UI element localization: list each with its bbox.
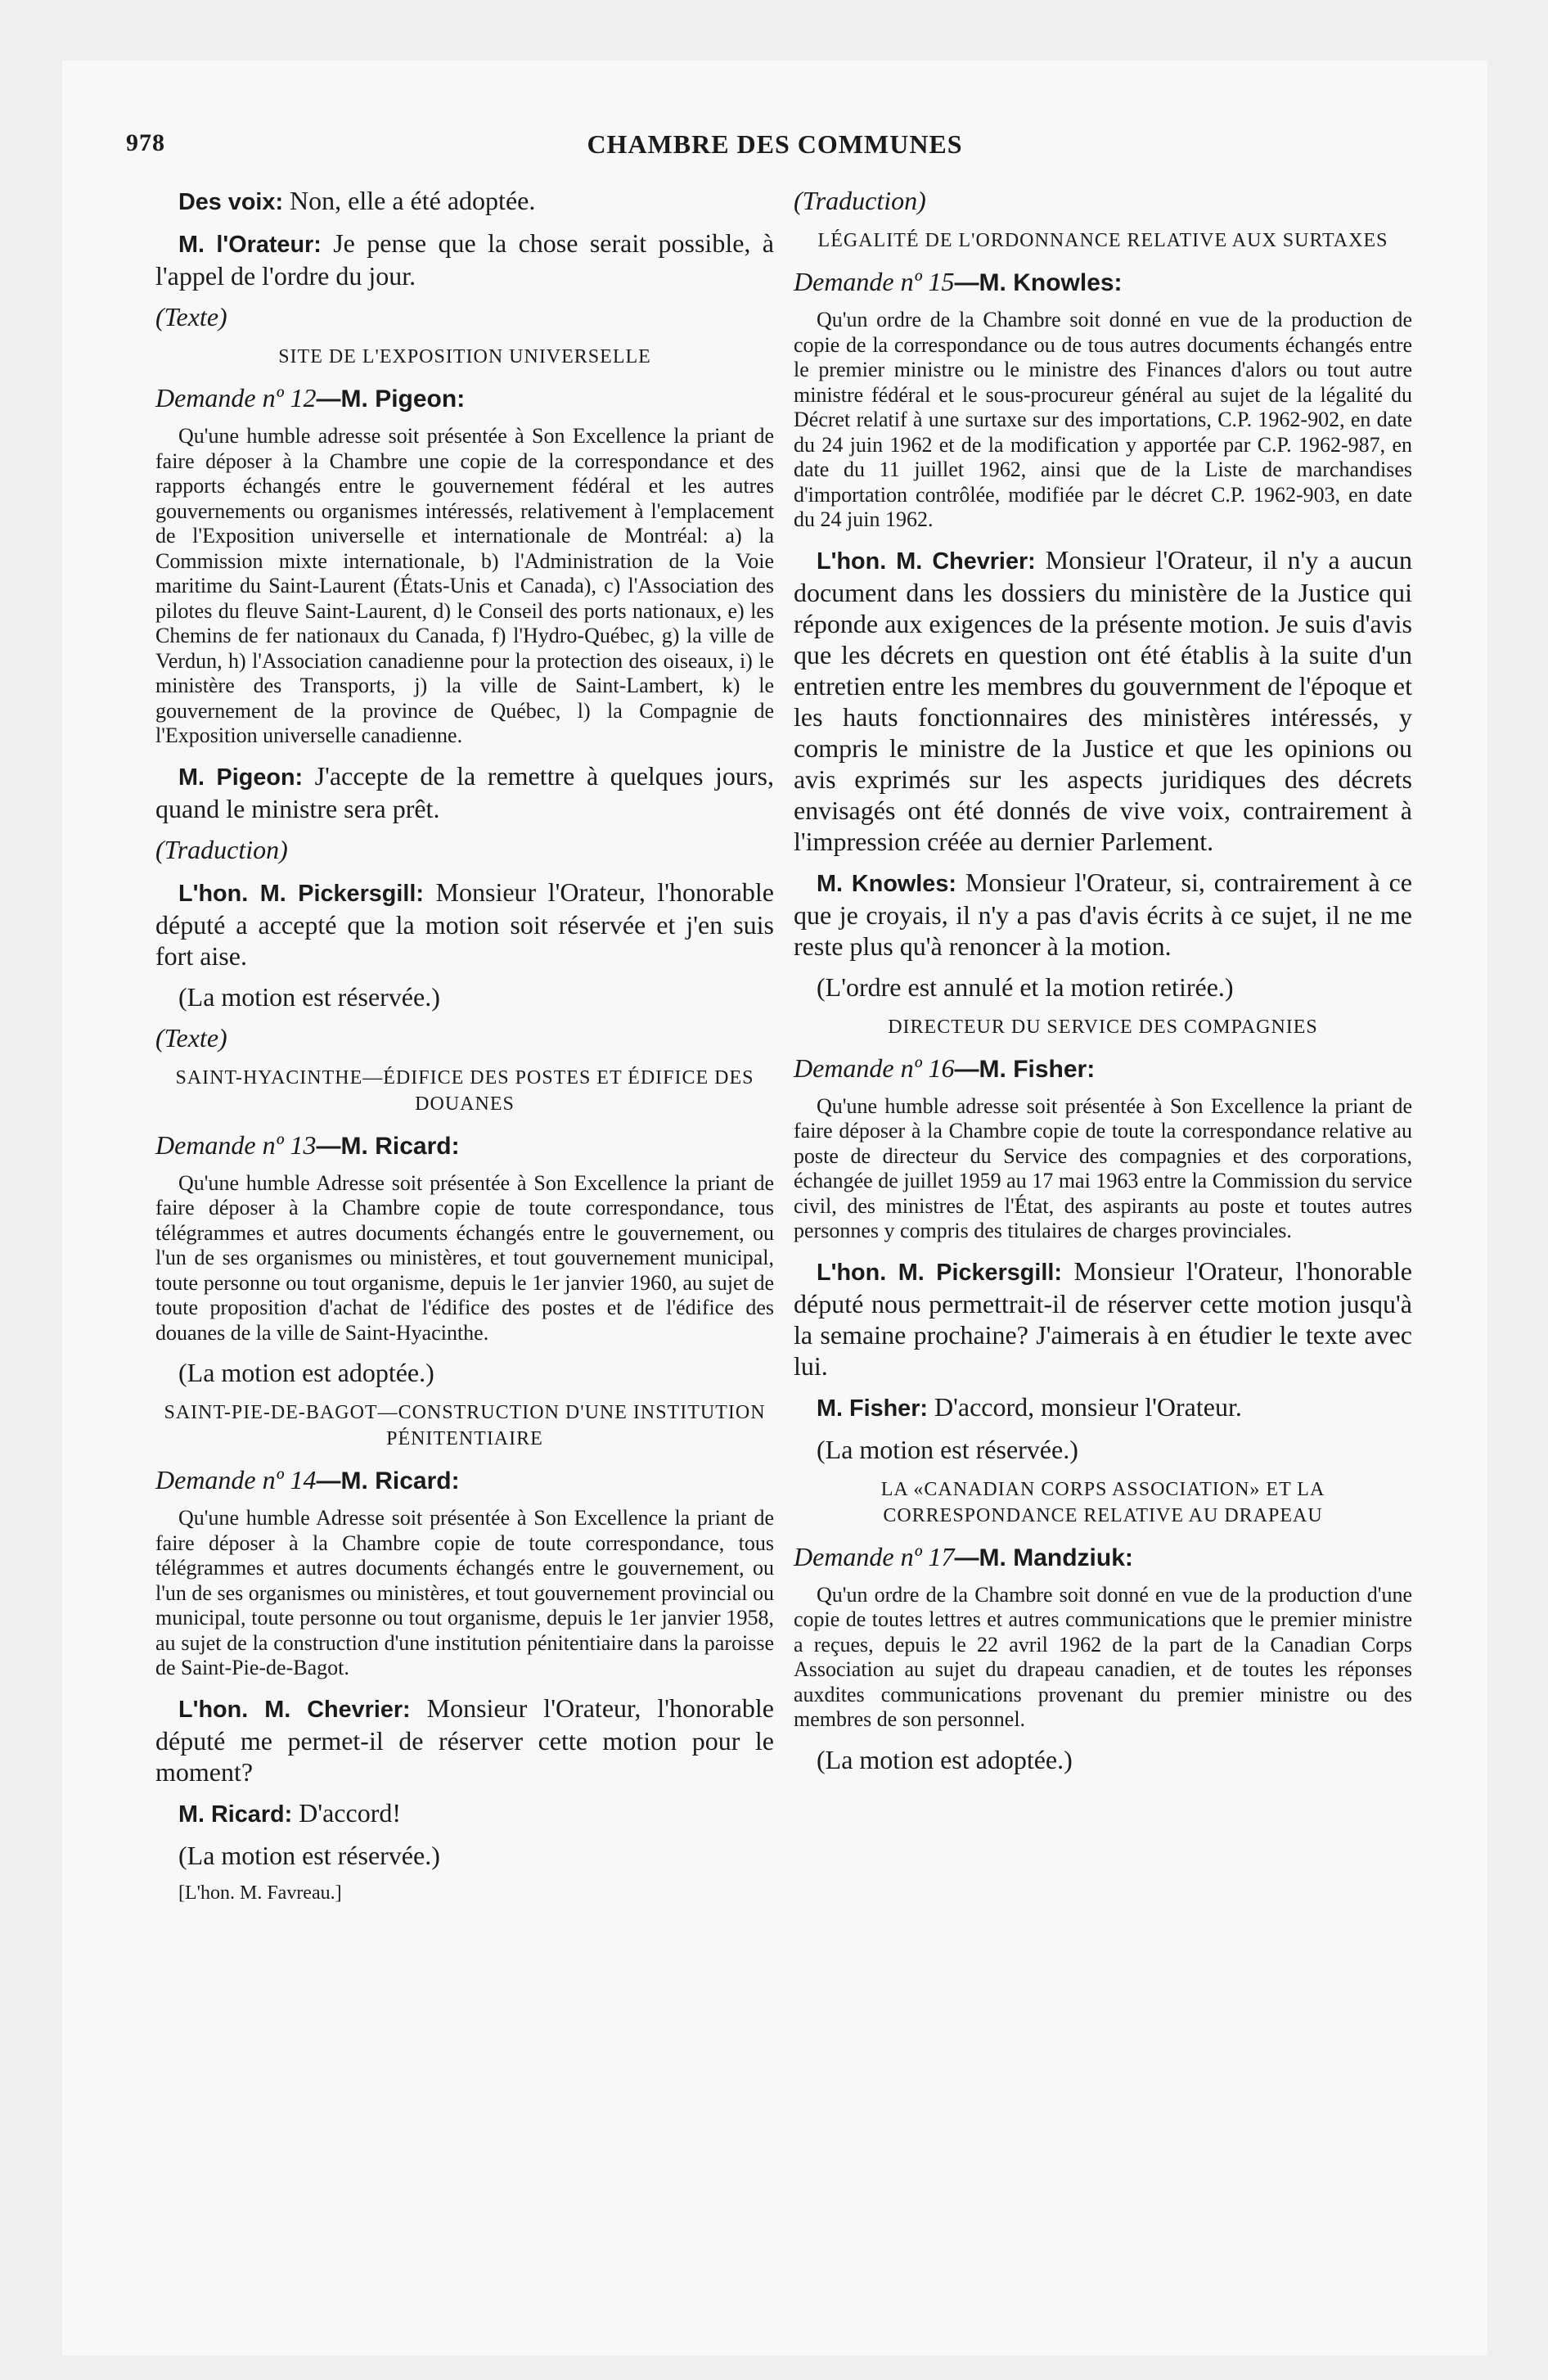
speech-text: Monsieur l'Orateur, l'honorable député me permet-il de réserver cette motion pour le moment?: [155, 1693, 774, 1787]
motion-status: (L'ordre est annulé et la motion retirée.): [817, 971, 1234, 1002]
speaker: L'hon. M. Chevrier:: [178, 1696, 411, 1723]
motion-text: Qu'une humble adresse soit présentée à Son Excellence la priant de faire déposer à la Chambre une copie de la correspondance et des rapports échangés entre le gouvernement fédéral et les autres gouvernements ou organismes intéressés, relativement à l'emplacement de l'Exposition universelle et internationale de Montréal: a) la Commission mixte internationale, b) l'Administration de la Voie maritime du Saint-Laurent (États-Unis et Canada), c) l'Association des pilotes du fleuve Saint-Laurent, d) le Conseil des ports nationaux, e) les Chemins de fer nationaux du Canada, f) l'Hydro-Québec, g) la ville de Verdun, h) l'Association canadienne pour la protection des oiseaux, i) le ministère des Transports, j) la ville de Saint-Lambert, k) le gouvernement de la province de Québec, l) la Compagnie de l'Exposition universelle canadienne.: [155, 424, 774, 747]
motion-status: (La motion est réservée.): [817, 1434, 1078, 1464]
language-note: (Traduction): [794, 186, 926, 215]
speaker: L'hon. M. Chevrier:: [817, 548, 1036, 575]
paragraph: [155, 185, 774, 218]
speaker: L'hon. M. Pickersgill:: [178, 880, 424, 907]
speech-text: D'accord, monsieur l'Orateur.: [928, 1391, 1242, 1422]
section-heading: LÉGALITÉ DE L'ORDONNANCE RELATIVE AUX SURTAXES: [817, 230, 1388, 251]
paragraph: [155, 1693, 774, 1787]
speech-text: Monsieur l'Orateur, l'honorable député nous permettrait-il de réserver cette motion jusqu'à la semaine prochaine? J'aimerais à en étudier le texte avec lui.: [794, 1255, 1413, 1381]
paragraph: [155, 760, 774, 824]
paragraph: [155, 228, 774, 291]
speech-text: Monsieur l'Orateur, l'honorable député a accepté que la motion soit réservée et j'en suis fort aise.: [155, 877, 775, 971]
language-note: (Texte): [155, 1022, 227, 1053]
speech-text: Monsieur l'Orateur, si, contrairement à ce que je croyais, il n'y a pas d'avis écrits à ce sujet, il ne me reste plus qu'à renoncer à la motion.: [794, 867, 1412, 961]
speech-text: J'accepte de la remettre à quelques jours, quand le ministre sera prêt.: [155, 760, 775, 823]
speaker: Des voix:: [178, 189, 284, 215]
continuation-note: [L'hon. M. Favreau.]: [178, 1882, 342, 1904]
demand-title: Demande nº 16—M. Fisher:: [794, 1053, 1096, 1083]
speaker: M. l'Orateur:: [178, 232, 322, 258]
demand-title: Demande nº 12—M. Pigeon:: [155, 383, 466, 412]
speech-text: Je pense que la chose serait possible, à l'appel de l'ordre du jour.: [155, 228, 775, 291]
motion-status: (La motion est adoptée.): [817, 1744, 1073, 1774]
motion-text: Qu'une humble Adresse soit présentée à Son Excellence la priant de faire déposer à la Chambre copie de toute correspondance, tous télégrammes et autres documents échangés entre le gouvernement, ou l'un de ses organismes ou ministères, et tout gouvernement provincial ou municipal, toute personne ou tout organisme, depuis le 1er janvier 1958, au sujet de la construction d'une institution pénitentiaire dans la paroisse de Saint-Pie-de-Bagot.: [155, 1506, 774, 1679]
motion-text: Qu'un ordre de la Chambre soit donné en vue de la production d'une copie de toutes lettres et autres communications que le premier ministre a reçues, depuis le 22 avril 1962 de la part de la Canadian Corps Association au sujet du drapeau canadien, et de toutes les réponses auxdites communications provenant du premier ministre ou des membres de son personnel.: [794, 1582, 1412, 1731]
section-heading: LA «CANADIAN CORPS ASSOCIATION» ET LA CORRESPONDANCE RELATIVE AU DRAPEAU: [880, 1478, 1325, 1526]
paragraph: [794, 544, 1412, 857]
speaker: M. Fisher:: [817, 1395, 928, 1422]
running-head: CHAMBRE DES COMMUNES: [587, 129, 963, 159]
paragraph: [155, 877, 774, 971]
paragraph: [794, 1391, 1412, 1424]
demand-title: Demande nº 17—M. Mandziuk:: [794, 1541, 1133, 1571]
demand-title: Demande nº 14—M. Ricard:: [155, 1465, 460, 1494]
motion-text: Qu'une humble Adresse soit présentée à Son Excellence la priant de faire déposer à la Chambre copie de toute correspondance, tous télégrammes et autres documents échangés entre le gouvernement, ou l'un de ses organismes ou ministères, et tout gouvernement municipal, toute personne ou tout organisme, depuis le 1er janvier 1960, au sujet de toute proposition d'achat de l'édifice des postes et de l'édifice des douanes de la ville de Saint-Hyacinthe.: [155, 1170, 774, 1345]
speaker: M. Knowles:: [817, 870, 956, 897]
speech-text: Monsieur l'Orateur, il n'y a aucun document dans les dossiers du ministère de la Justice qui réponde aux exigences de la présente motion. Je suis d'avis que les décrets en question ont été établis à la suite d'un entretien entre les membres du gouvernment de l'époque et les hauts fonctionnaires des ministères intéressés, y compris le ministre de la Justice et que les opinions ou avis exprimés sur les aspects juridiques des décrets envisagés ont été donnés de vive voix, contrairement à l'impression créée au dernier Parlement.: [794, 544, 1412, 856]
motion-text: Qu'un ordre de la Chambre soit donné en vue de la production de copie de la correspondance ou de tous autres documents échangés entre le premier ministre ou le ministre des Finances d'alors ou tout autre ministre fédéral et le sous-procureur général au sujet de la légalité du Décret relatif à une surtaxe sur des importations, C.P. 1962-902, en date du 24 juin 1962 et de la modification y apportée par C.P. 1962-987, en date du 11 juillet 1962, ainsi que de la Liste de marchandises d'importation contrôlée, modifiée par le décret C.P. 1962-903, en date du 24 juin 1962.: [794, 308, 1412, 531]
motion-text: Qu'une humble adresse soit présentée à Son Excellence la priant de faire déposer à la Chambre copie de toute la correspondance relative au poste de directeur du Service des compagnies et des corporations, échangée de juillet 1959 au 17 mai 1963 entre la Commission du service civil, des ministres de l'État, des aspirants au poste et toutes autres personnes y compris des titulaires de charges provinciales.: [794, 1093, 1412, 1242]
speech-text: D'accord!: [292, 1797, 402, 1828]
section-heading: SAINT-HYACINTHE—ÉDIFICE DES POSTES ET ÉDIFICE DES DOUANES: [175, 1066, 754, 1115]
demand-title: Demande nº 13—M. Ricard:: [155, 1129, 460, 1160]
speech-text: Non, elle a été adoptée.: [283, 186, 536, 215]
paragraph: [155, 1797, 774, 1830]
scanned-page: [62, 61, 1487, 2355]
demand-title: Demande nº 15—M. Knowles:: [794, 267, 1123, 296]
section-heading: SITE DE L'EXPOSITION UNIVERSELLE: [278, 346, 651, 367]
speaker: M. Pigeon:: [178, 764, 304, 791]
page-number: 978: [126, 129, 165, 156]
language-note: (Texte): [155, 302, 227, 331]
right-column: [794, 185, 1412, 1785]
left-column: [155, 185, 774, 1905]
paragraph: [794, 1255, 1412, 1382]
motion-status: (La motion est réservée.): [178, 981, 440, 1012]
motion-status: (La motion est adoptée.): [178, 1358, 434, 1387]
speaker: M. Ricard:: [178, 1801, 293, 1828]
language-note: (Traduction): [155, 834, 288, 864]
section-heading: DIRECTEUR DU SERVICE DES COMPAGNIES: [888, 1016, 1318, 1038]
paragraph: [794, 867, 1412, 962]
section-heading: SAINT-PIE-DE-BAGOT—CONSTRUCTION D'UNE INSTITUTION PÉNITENTIAIRE: [164, 1402, 766, 1449]
motion-status: (La motion est réservée.): [178, 1840, 440, 1870]
speaker: L'hon. M. Pickersgill:: [817, 1259, 1062, 1286]
